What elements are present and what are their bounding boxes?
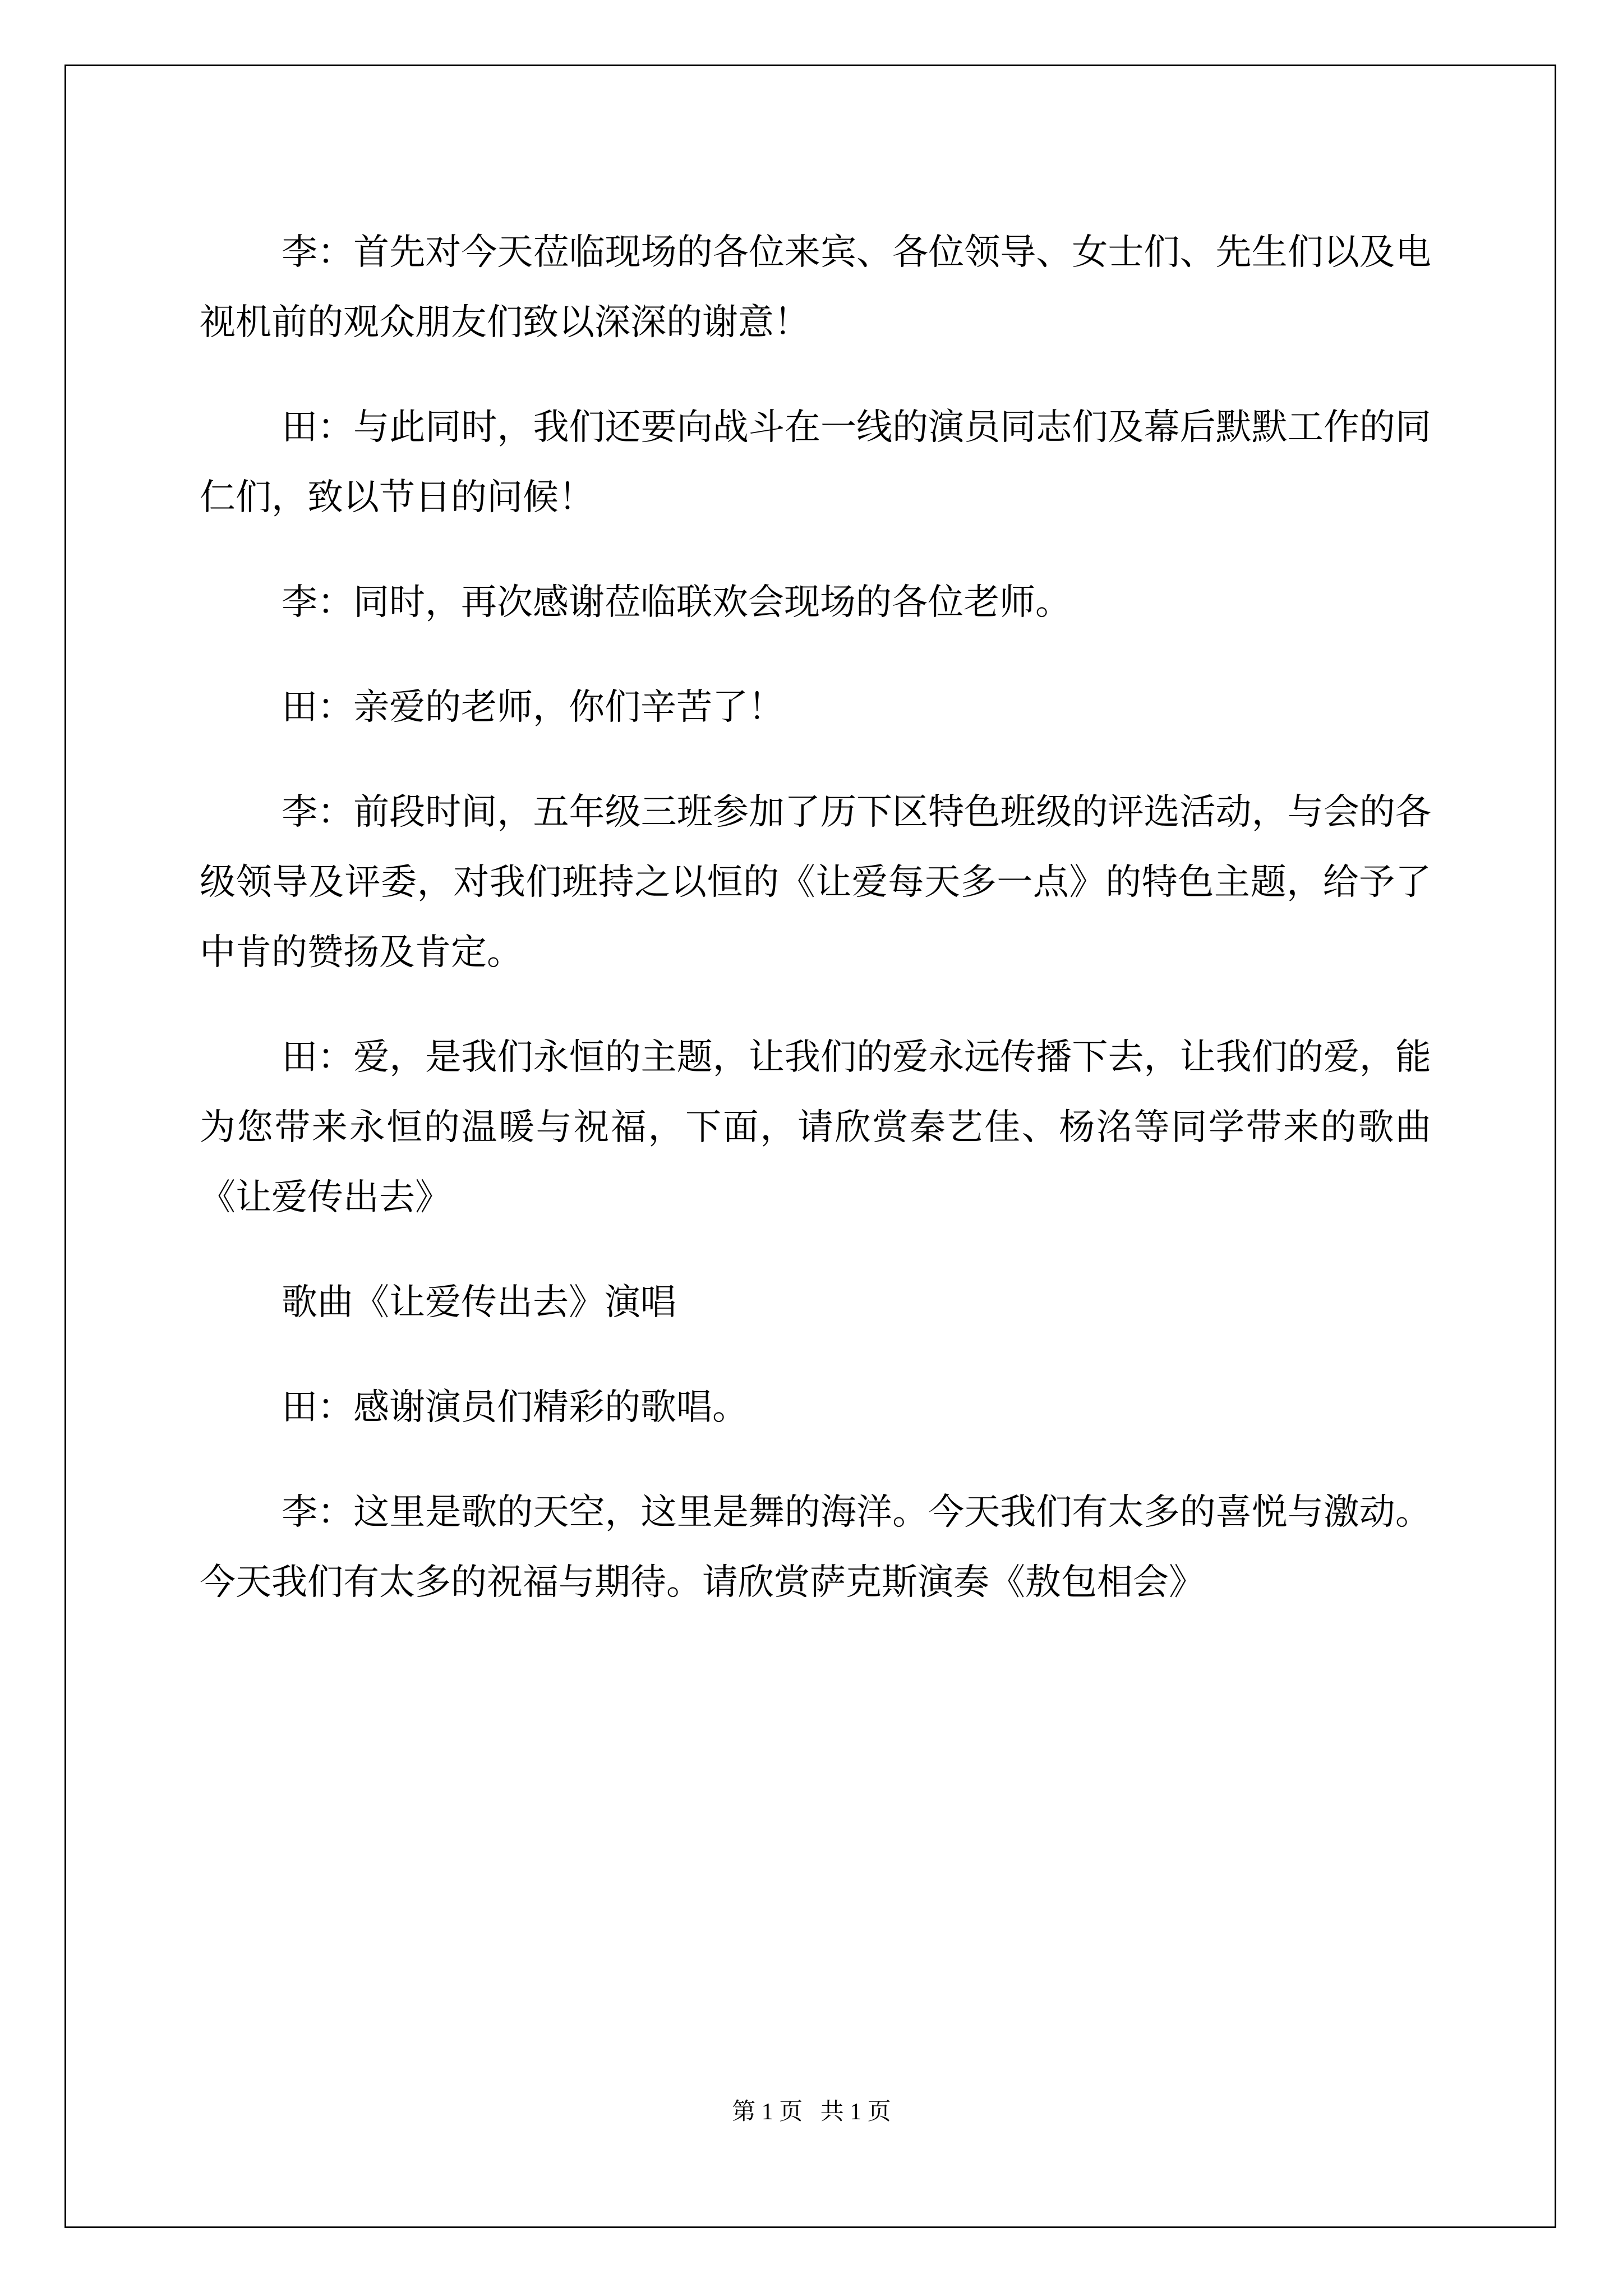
paragraph-7: 歌曲《让爱传出去》演唱: [282, 1282, 676, 1323]
footer-spacer: [803, 2099, 820, 2125]
page-total: 共 1 页: [820, 2099, 891, 2125]
paragraph-2: 田：与此同时，我们还要向战斗在一线的演员同志们及幕后默默工作的同仁们，致以节日的问候！: [200, 407, 1431, 518]
paragraph-1: 李：首先对今天莅临现场的各位来宾、各位领导、女士们、先生们以及电视机前的观众朋友们致以深深的谢意！: [200, 232, 1431, 343]
paragraph-3: 李：同时，再次感谢莅临联欢会现场的各位老师。: [282, 582, 1071, 623]
paragraph-9: 李：这里是歌的天空，这里是舞的海洋。今天我们有太多的喜悦与激动。今天我们有太多的祝福与期待。请欣赏萨克斯演奏《敖包相会》: [200, 1492, 1431, 1603]
paragraph-8: 田：感谢演员们精彩的歌唱。: [282, 1387, 748, 1428]
document-body: [200, 218, 1431, 1618]
paragraph-4: 田：亲爱的老师，你们辛苦了！: [282, 687, 784, 728]
paragraph-6: 田：爱，是我们永恒的主题，让我们的爱永远传播下去，让我们的爱，能为您带来永恒的温暖与祝福，下面，请欣赏秦艺佳、杨洺等同学带来的歌曲《让爱传出去》: [200, 1037, 1431, 1218]
page-number: 第 1 页: [732, 2099, 803, 2125]
page-footer: [0, 2095, 1623, 2129]
paragraph-5: 李：前段时间，五年级三班参加了历下区特色班级的评选活动，与会的各级领导及评委，对我们班持之以恒的《让爱每天多一点》的特色主题，给予了中肯的赞扬及肯定。: [200, 792, 1431, 973]
